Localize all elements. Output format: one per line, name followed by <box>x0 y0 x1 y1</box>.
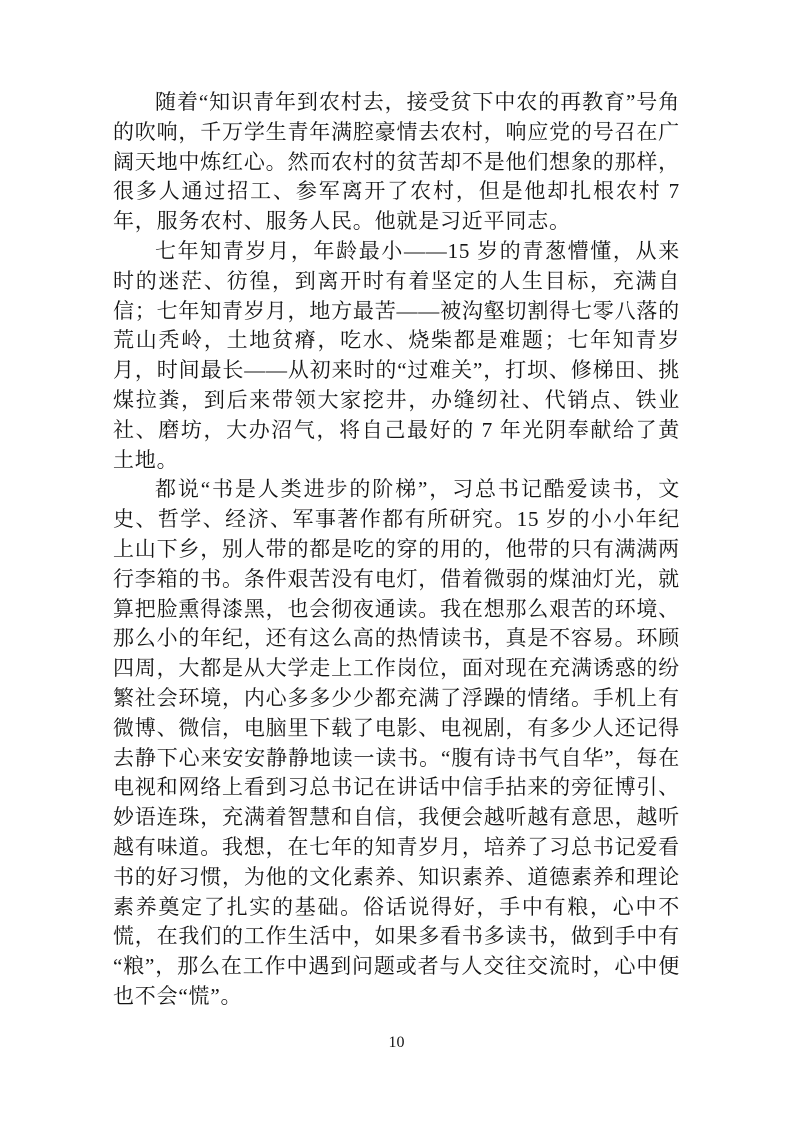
paragraph-seven-years: 七年知青岁月，年龄最小——15 岁的青葱懵懂，从来时的迷茫、彷徨，到离开时有着坚定的人生目标，充满自信；七年知青岁月，地方最苦——被沟壑切割得七零八落的荒山秃岭，土地贫瘠，吃水、烧柴都是难题；七年知青岁月，时间最长——从初来时的“过难关”，打坝、修梯田、挑煤拉粪，到后来带领大家挖井，办缝纫社、代销点、铁业社、磨坊，大办沼气，将自己最好的 7 年光阴奉献给了黄土地。 <box>113 238 680 472</box>
paragraph-intro: 随着“知识青年到农村去，接受贫下中农的再教育”号角的吹响，千万学生青年满腔豪情去农村，响应党的号召在广阔天地中炼红心。然而农村的贫苦却不是他们想象的那样，很多人通过招工、参军离开了农村，但是他却扎根农村 7 年，服务农村、服务人民。他就是习近平同志。 <box>113 90 680 234</box>
page-number: 10 <box>388 1034 405 1051</box>
paragraph-reading: 都说“书是人类进步的阶梯”，习总书记酷爱读书，文史、哲学、经济、军事著作都有所研究。15 岁的小小年纪上山下乡，别人带的都是吃的穿的用的，他带的只有满满两行李箱的书。条件艰苦没有电灯，借着微弱的煤油灯光，就算把脸熏得漆黑，也会彻夜通读。我在想那么艰苦的环境、那么小的年纪，还有这么高的热情读书，真是不容易。环顾四周，大都是从大学走上工作岗位，面对现在充满诱惑的纷繁社会环境，内心多多少少都充满了浮躁的情绪。手机上有微博、微信，电脑里下载了电影、电视剧，有多少人还记得去静下心来安安静静地读一读书。“腹有诗书气自华”，每在电视和网络上看到习总书记在讲话中信手拈来的旁征博引、妙语连珠，充满着智慧和自信，我便会越听越有意思，越听越有味道。我想，在七年的知青岁月，培养了习总书记爱看书的好习惯，为他的文化素养、知识素养、道德素养和理论素养奠定了扎实的基础。俗话说得好，手中有粮，心中不慌，在我们的工作生活中，如果多看书多读书，做到手中有“粮”，那么在工作中遇到问题或者与人交往交流时，心中便也不会“慌”。 <box>113 477 680 1008</box>
text-body <box>113 88 680 1012</box>
